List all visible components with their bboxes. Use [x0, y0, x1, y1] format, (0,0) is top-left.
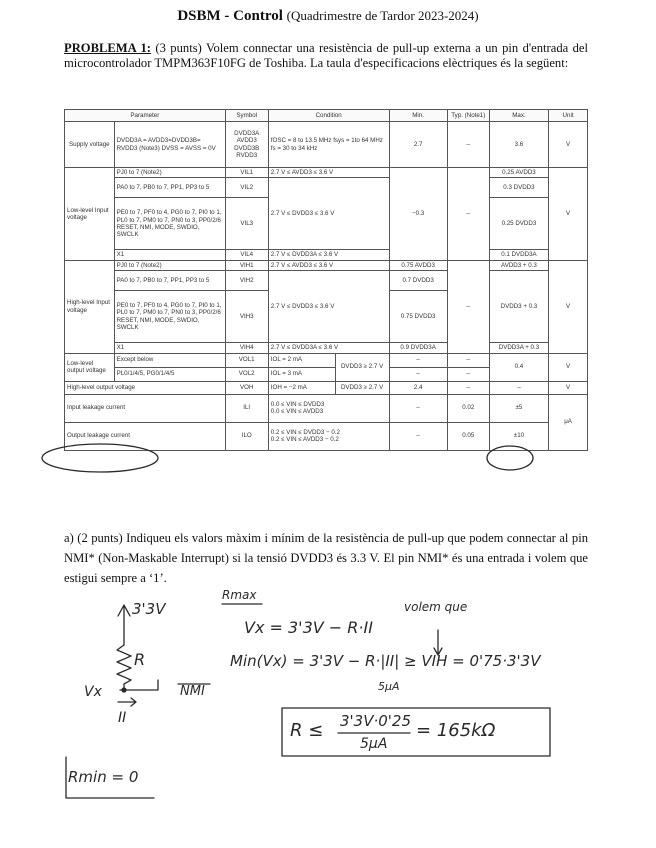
param-cell: X1 — [114, 250, 225, 260]
hw-rmin: Rmin = 0 — [68, 768, 139, 786]
typ-cell: – — [447, 353, 489, 367]
hw-vx-label: Vx — [84, 684, 102, 700]
col-header: Unit — [549, 110, 588, 122]
circle-mark-leakage-label — [42, 444, 158, 472]
col-header: Parameter — [65, 110, 226, 122]
min-cell: 0.7 DVDD3 — [389, 271, 447, 291]
symbol-cell: VOH — [225, 381, 268, 394]
hw-eq-numerator: 3'3V·0'25 — [340, 712, 411, 730]
exam-title: DSBM - Control — [177, 8, 283, 24]
min-cell: −0.3 — [389, 168, 447, 261]
min-cell: – — [389, 394, 447, 422]
min-cell: 2.7 — [389, 122, 447, 168]
current-arrow-stroke — [118, 698, 136, 706]
max-cell: DVDD3 + 0.3 — [489, 271, 548, 343]
param-cell: X1 — [114, 343, 225, 353]
resistor-stroke — [117, 645, 131, 690]
max-cell: – — [489, 381, 548, 394]
condition-cell: 2.7 V ≤ AVDD3 ≤ 3.6 V — [268, 168, 389, 178]
min-cell: – — [389, 422, 447, 450]
condition-cell: 2.7 V ≤ AVDD3 ≤ 3.6 V — [268, 260, 389, 270]
max-cell: DVDD3A + 0.3 — [489, 343, 548, 353]
col-header: Symbol — [225, 110, 268, 122]
min-cell: 0.75 DVDD3 — [389, 291, 447, 343]
problem-label: PROBLEMA 1: — [64, 41, 151, 55]
hw-resistor-label: R — [134, 650, 146, 669]
unit-cell: V — [549, 122, 588, 168]
param-cell: PL0/1/4/5, PG0/1/4/5 — [114, 367, 225, 381]
max-cell: 0.25 AVDD3 — [489, 168, 548, 178]
symbol-cell: ILI — [225, 394, 268, 422]
col-header: Condition — [268, 110, 389, 122]
symbol-cell: VOL2 — [225, 367, 268, 381]
circle-mark-leakage-max — [487, 446, 533, 470]
condition-cell: DVDD3 ≥ 2.7 V — [335, 353, 389, 381]
condition-cell: IOH = −2 mA — [268, 381, 335, 394]
param-cell: PE0 to 7, PF0 to 4, PG0 to 7, PI0 to 1, PL0 to 7, PM0 to 7, PN0 to 3, PP0/2/6 RESET, NMI, MODE, SWDIO, SWCLK — [114, 291, 225, 343]
hw-eq-min: Min(Vx) = 3'3V − R·|II| ≥ VIH = 0'75·3'3V — [230, 652, 541, 670]
hw-nmi-label: NMI — [180, 684, 205, 699]
param-cell: Output leakage current — [65, 422, 226, 450]
symbol-cell: VIL3 — [225, 198, 268, 250]
symbol-cell: VIH1 — [225, 260, 268, 270]
condition-cell: fOSC = 8 to 13.5 MHz fsys = 1to 64 MHz fs = 30 to 34 kHz — [268, 122, 389, 168]
hw-note: volem que — [404, 600, 468, 614]
condition-line: 0.2 ≤ VIN ≤ DVDD3 − 0.2 — [270, 428, 340, 436]
param-cell: Except below — [114, 353, 225, 367]
condition-cell: 2.7 V ≤ DVDD3A ≤ 3.6 V — [268, 343, 389, 353]
symbol-cell: VIL4 — [225, 250, 268, 260]
unit-cell: V — [549, 381, 588, 394]
param-cell: PA0 to 7, PB0 to 7, PP1, PP3 to 5 — [114, 271, 225, 291]
symbol-cell: DVDD3A AVDD3 DVDD3B RVDD3 — [225, 122, 268, 168]
condition-cell: IOL = 2 mA — [268, 353, 335, 367]
max-cell: 0.4 — [489, 353, 548, 381]
col-header: Typ. (Note1) — [447, 110, 489, 122]
typ-cell: 0.05 — [447, 422, 489, 450]
hw-five-ua: 5μA — [378, 680, 400, 693]
hw-supply-voltage: 3'3V — [132, 600, 166, 618]
max-cell: 0.1 DVDD3A — [489, 250, 548, 260]
question-a: a) (2 punts) Indiqueu els valors màxim i mínim de la resistència de pull-up que podem connectar al pin NMI* (Non-Maskable Interrupt) si la tensió DVDD3 és 3.3 V. El pin NMI* és una entrada i volem que estigui sempre a ‘1’. — [64, 531, 588, 585]
min-cell: – — [389, 367, 447, 381]
group-cell: Supply voltage — [65, 122, 115, 168]
param-cell: PJ0 to 7 (Note2) — [114, 260, 225, 270]
condition-cell: DVDD3 ≥ 2.7 V — [335, 381, 389, 394]
condition-cell: 2.7 V ≤ DVDD3 ≤ 3.6 V — [268, 178, 389, 250]
symbol-cell: VIH3 — [225, 291, 268, 343]
condition-line: 0.2 ≤ VIN ≤ AVDD3 − 0.2 — [270, 436, 339, 444]
typ-cell: 0.02 — [447, 394, 489, 422]
min-cell: 0.9 DVDD3A — [389, 343, 447, 353]
symbol-cell: VIH2 — [225, 271, 268, 291]
max-cell: ±10 — [489, 422, 548, 450]
param-cell: Input leakage current — [65, 394, 226, 422]
exam-subtitle: (Quadrimestre de Tardor 2023-2024) — [286, 8, 479, 23]
symbol-cell: VIL2 — [225, 178, 268, 198]
symbol-cell: VOL1 — [225, 353, 268, 367]
max-cell: ±5 — [489, 394, 548, 422]
problem-text: (3 punts) Volem connectar una resistència de pull-up externa a un pin d'entrada del microcontrolador TMPM363F10FG de Toshiba. La taula d'especificacions elèctriques és la següent: — [64, 41, 588, 70]
symbol-cell: ILO — [225, 422, 268, 450]
param-cell: PA0 to 7, PB0 to 7, PP1, PP3 to 5 — [114, 178, 225, 198]
hw-current-label: II — [118, 710, 127, 726]
hw-eq-r-le: R ≤ — [290, 720, 324, 741]
unit-cell: V — [549, 353, 588, 381]
typ-cell: – — [447, 367, 489, 381]
unit-cell: μA — [549, 394, 588, 450]
col-header: Max. — [489, 110, 548, 122]
param-cell: PE0 to 7, PF0 to 4, PG0 to 7, PI0 to 1, PL0 to 7, PM0 to 7, PN0 to 3, PP0/2/6 RESET, NMI, MODE, SWDIO, SWCLK — [114, 198, 225, 250]
group-cell: Low-level output voltage — [65, 353, 115, 381]
unit-cell: V — [549, 260, 588, 353]
node-dot — [122, 688, 126, 692]
col-header: Min. — [389, 110, 447, 122]
hw-rmax-label: Rmax — [222, 588, 257, 602]
max-cell: 0.3 DVDD3 — [489, 178, 548, 198]
typ-cell: – — [447, 260, 489, 353]
param-cell: High-level output voltage — [65, 381, 226, 394]
hw-eq-denominator: 5μA — [360, 736, 388, 752]
symbol-cell: VIH4 — [225, 343, 268, 353]
hw-eq-vx: Vx = 3'3V − R·II — [244, 618, 373, 637]
min-cell: – — [389, 353, 447, 367]
symbol-cell: VIL1 — [225, 168, 268, 178]
typ-cell: – — [447, 381, 489, 394]
condition-cell: IOL = 3 mA — [268, 367, 335, 381]
max-cell: AVDD3 + 0.3 — [489, 260, 548, 270]
condition-cell: 2.7 V ≤ DVDD3 ≤ 3.6 V — [268, 271, 389, 343]
max-cell: 0.25 DVDD3 — [489, 198, 548, 250]
group-cell: Low-level Input voltage — [65, 168, 115, 261]
condition-cell: 2.7 V ≤ DVDD3A ≤ 3.6 V — [268, 250, 389, 260]
condition-line: 0.0 ≤ VIN ≤ AVDD3 — [270, 408, 324, 416]
typ-cell: – — [447, 122, 489, 168]
min-cell: 2.4 — [389, 381, 447, 394]
hw-eq-result: = 165kΩ — [416, 720, 496, 741]
param-cell: DVDD3A = AVDD3=DVDD3B= RVDD3 (Note3) DVSS = AVSS = 0V — [114, 122, 225, 168]
typ-cell: – — [447, 168, 489, 261]
min-cell: 0.75 AVDD3 — [389, 260, 447, 270]
unit-cell: V — [549, 168, 588, 261]
supply-arrow-stroke — [118, 605, 130, 645]
param-cell: PJ0 to 7 (Note2) — [114, 168, 225, 178]
group-cell: High-level Input voltage — [65, 260, 115, 353]
max-cell: 3.6 — [489, 122, 548, 168]
condition-line: 0.0 ≤ VIN ≤ DVDD3 — [270, 400, 325, 408]
